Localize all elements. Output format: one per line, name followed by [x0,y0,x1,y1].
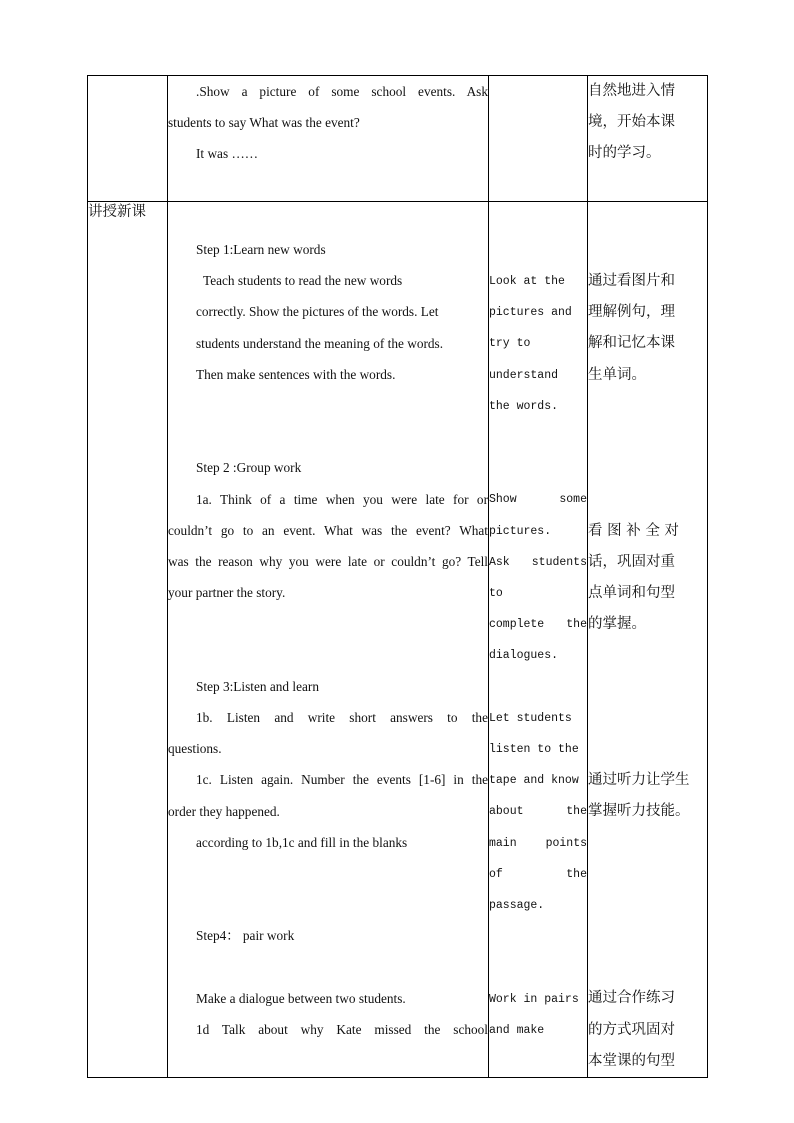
table-row-intro [88,76,708,202]
student-line: listen to the [489,743,579,756]
purpose-line: 掌握听力技能。 [588,803,690,820]
student-line: Work in pairs [489,992,579,1006]
student-line: about the [489,805,587,819]
step-line: was the reason why you were late or couldn’t go? Tell [168,554,488,569]
purpose-line: 本堂课的句型 [588,1052,675,1069]
student-cell-empty [489,76,588,202]
activity-line: .Show a picture of some school events. Ask [196,84,488,99]
student-line: Let students [489,711,572,725]
purpose-line: 点单词和句型 [588,584,675,601]
purpose-line: 话，巩固对重 [588,553,675,570]
step-title: Step 3:Listen and learn [196,678,319,694]
purpose-line: 解和记忆本课 [588,335,675,352]
label-cell-empty [88,76,168,202]
student-line: the words. [489,399,559,413]
purpose-line: 通过听力让学生 [588,772,690,789]
student-line: main points [489,836,587,850]
student-line: Show some [489,493,587,507]
step-line: Teach students to read the new words [203,273,403,289]
student-line: try to [489,337,531,351]
purpose-line: 通过合作练习 [588,990,675,1007]
step-title: Step 2 :Group work [196,460,302,476]
student-line: pictures. [489,524,552,538]
step-title: Step4： pair work [196,928,295,944]
activity-line: students to say What was the event? [168,115,360,131]
student-line: passage. [489,899,545,913]
step-line: your partner the story. [168,585,286,601]
purpose-line: 时的学习。 [588,145,661,162]
purpose-line: 的方式巩固对 [588,1021,675,1038]
student-line: tape and know [489,774,579,788]
step-line: questions. [168,741,222,757]
purpose-line: 的掌握。 [588,616,646,633]
purpose-line: 理解例句，理 [588,304,675,321]
student-line: understand [489,368,559,382]
section-label-cell [88,202,168,1078]
student-line: of the [489,867,587,881]
student-line: Ask students [489,555,587,569]
step-line: Make a dialogue between two students. [196,990,406,1006]
step-line: Then make sentences with the words. [196,366,396,382]
student-line: Look at the [489,275,565,288]
purpose-cell-intro [588,76,708,202]
student-activity-cell [489,202,588,1078]
step-line: correctly. Show the pictures of the words. Let [196,304,439,320]
activity-line: It was …… [196,146,259,162]
purpose-line: 境，开始本课 [588,114,675,131]
step-line: 1a. Think of a time when you were late for or [196,491,488,507]
step-line: 1d Talk about why Kate missed the school [196,1021,488,1037]
lesson-plan-table [87,75,708,1078]
student-line: dialogues. [489,649,559,663]
student-line: and make [489,1023,545,1037]
purpose-cell [588,202,708,1078]
step-line: order they happened. [168,803,280,819]
purpose-line: 自然地进入情 [588,83,675,99]
section-label: 讲授新课 [88,204,146,220]
purpose-line: 通过看图片和 [588,273,675,289]
activity-cell-intro [168,76,489,202]
student-line: pictures and [489,306,572,320]
activity-cell-steps [168,202,489,1078]
step-line: students understand the meaning of the words. [196,335,444,351]
purpose-line: 生单词。 [588,366,646,383]
step-line: couldn’t go to an event. What was the event? What [168,522,488,538]
step-line: 1b. Listen and write short answers to the [196,709,488,725]
student-line: complete the [489,618,587,632]
purpose-line: 看 图 补 全 对 [588,522,679,539]
table-row-new-lesson [88,202,708,1078]
step-title: Step 1:Learn new words [196,242,326,257]
student-line: to [489,587,503,600]
step-line: according to 1b,1c and fill in the blanks [196,834,408,850]
step-line: 1c. Listen again. Number the events [1-6] in the [196,772,488,788]
